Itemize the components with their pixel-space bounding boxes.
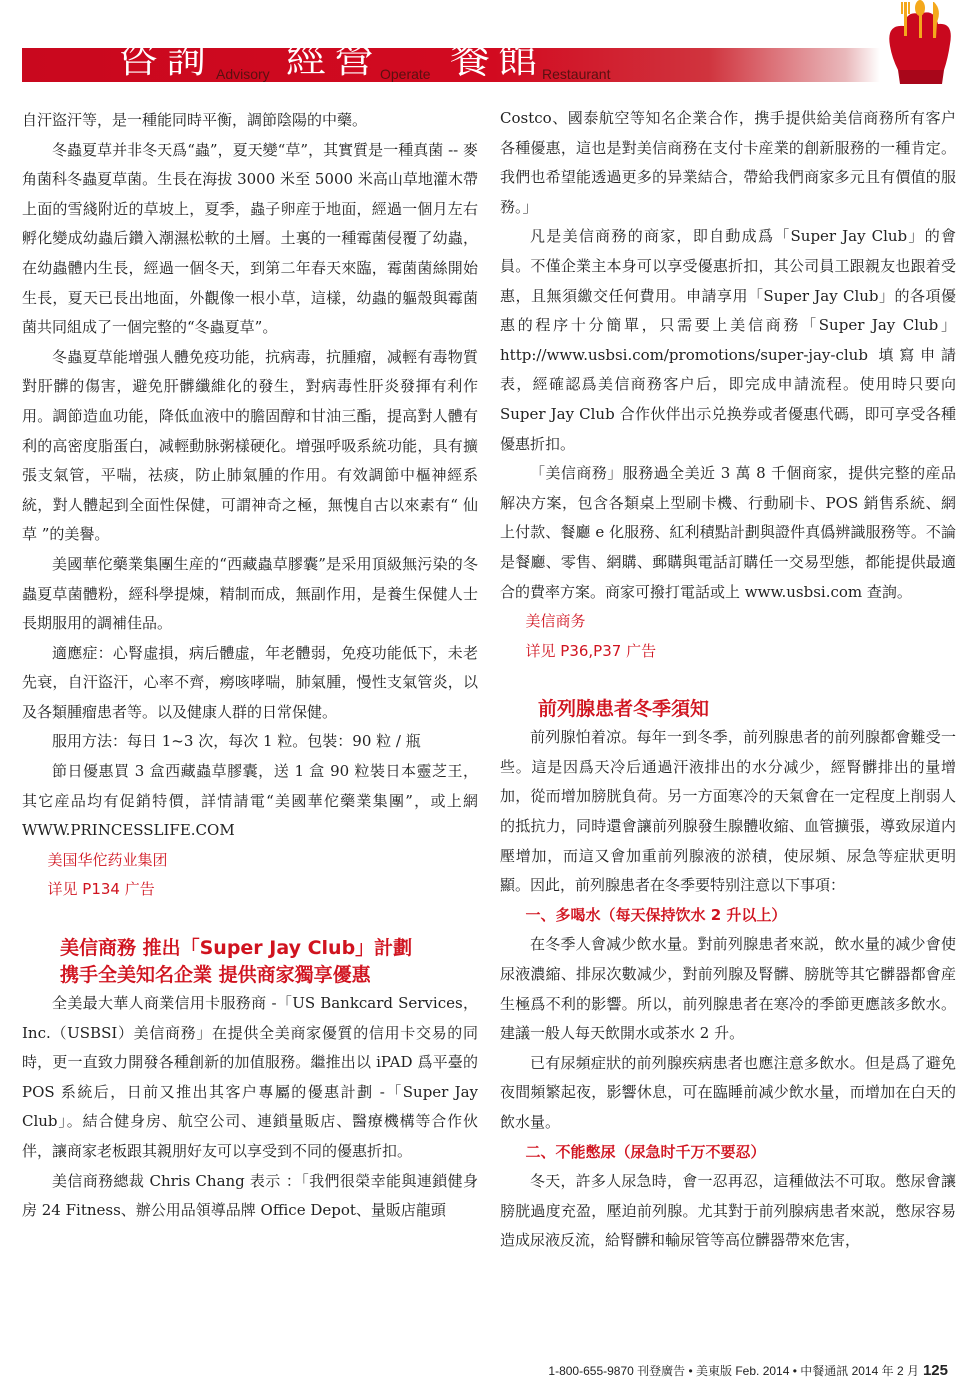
usbsi-paragraph-1: 全美最大華人商業信用卡服務商 -「US Bankcard Services，Inc.（USBSI）美信商務」在提供全美商家優質的信用卡交易的同時，更一直致力開發各種創新的加值服務。繼推出以 iPAD 爲平臺的 POS 系統后，日前又推出其客户專屬的優惠計劃 -「Super Jay Club」。結合健身房、航空公司、連鎖量販店、醫療機構等合作伙伴，讓商家老板跟其親朋好友可以享受到不同的優惠折扣。	[22, 994, 478, 1160]
article-headline-1: 美信商務 推出「Super Jay Club」計劃	[60, 937, 413, 960]
header-restaurant-en: Restaurant	[542, 66, 611, 82]
header-operate-en: Operate	[380, 66, 431, 82]
prostate-paragraph-2: 在冬季人會减少飲水量。對前列腺患者來説，飲水量的减少會使尿液濃縮、排尿次數减少，對前列腺及腎髒、膀胱等其它髒器都會産生極爲不利的影響。所以，前列腺患者在寒冷的季節更應該多飲水。建議一般人每天飲開水或茶水 2 升。	[500, 935, 956, 1043]
cordyceps-indications: 適應症：心腎虛損，病后體虛，年老體弱，免疫功能低下，未老先衰，自汗盜汗，心率不齊，癆咳哮喘，肺氣腫，慢性支氣管炎，以及各類腫瘤患者等。以及健康人群的日常保健。	[22, 643, 478, 721]
cordyceps-paragraph-3: 冬蟲夏草能增强人體免疫功能，抗病毒，抗腫瘤，减輕有毒物質對肝髒的傷害，避免肝髒纖維化的發生，對病毒性肝炎發揮有利作用。調節造血功能，降低血液中的膽固醇和甘油三酯，提高對人體有利的高密度脂蛋白，减輕動脉粥樣硬化。增强呼吸系統功能，具有擴張支氣管，平喘，祛痰，防止肺氣腫的作用。有效調節中樞神經系統，對人體起到全面性保健，可謂神奇之極，無愧自古以來素有“ 仙草 ”的美譽。	[22, 347, 478, 544]
usbsi-paragraph-5: 「美信商務」服務過全美近 3 萬 8 千個商家，提供完整的産品解决方案，包含各類桌上型刷卡機、行動刷卡、POS 銷售系統、網上付款、餐廳 e 化服務、紅利積點計劃與證件真僞辨識服務等。不論是餐廳、零售、網購、郵購與電話訂購任一交易型態，都能提供最適合的費率方案。商家可撥打電話或上 www.usbsi.com 查詢。	[500, 464, 956, 601]
company-name-usbsi: 美信商务	[525, 612, 586, 631]
left-column	[22, 106, 478, 1226]
prostate-subhead-1: 一、多喝水（每天保持饮水 2 升以上）	[525, 905, 787, 924]
page-footer	[548, 1360, 948, 1382]
prostate-paragraph-3: 已有尿頻症狀的前列腺疾病患者也應注意多飲水。但是爲了避免夜間頻繁起夜，影響休息，可在臨睡前减少飲水量，而增加在白天的飲水量。	[500, 1053, 956, 1131]
cordyceps-dosage: 服用方法：每日 1~3 次，每次 1 粒。包裝：90 粒 / 瓶	[52, 732, 421, 751]
prostate-paragraph-4: 冬天，許多人尿急時，會一忍再忍，這種做法不可取。憋尿會讓膀胱過度充盈，壓迫前列腺。尤其對于前列腺病患者來説，憋尿容易造成尿液反流，給腎髒和輸尿管等高位髒器帶來危害，	[500, 1172, 956, 1250]
header-restaurant-cn: 餐館	[450, 36, 546, 82]
prostate-paragraph-1: 前列腺怕着凉。每年一到冬季，前列腺患者的前列腺都會難受一些。這是因爲天冷后通過汗液排出的水分减少，經腎髒排出的量增加，從而增加膀胱負荷。另一方面寒冷的天氣會在一定程度上削弱人的抵抗力，同時還會讓前列腺發生腺體收縮、血管擴張，導致尿道内壓增加，而這又會加重前列腺液的淤積，使尿頻、尿急等症狀更明顯。因此，前列腺患者在冬季要特别注意以下事項：	[500, 728, 956, 895]
prostate-subhead-2: 二、不能憋尿（尿急时千万不要忍）	[525, 1142, 766, 1161]
header-advisory-en: Advisory	[216, 66, 270, 82]
cordyceps-paragraph-4: 美國華佗藥業集團生産的“西藏蟲草膠囊”是采用頂級無污染的冬蟲夏草菌體粉，經科學提煉，精制而成，無副作用，是養生保健人士長期服用的調補佳品。	[22, 554, 478, 633]
ad-reference-p36-p37: 详见 P36,P37 广告	[525, 641, 657, 660]
cordyceps-paragraph-2: 冬蟲夏草并非冬天爲“蟲”，夏天變“草”，其實質是一種真菌 -- 麥角菌科冬蟲夏草菌。生長在海拔 3000 米至 5000 米高山草地灌木帶上面的雪綫附近的草坡上，夏季，蟲子卵産于地面，經過一個月左右孵化變成幼蟲后鑽入潮濕松軟的土層。土裏的一種霉菌侵覆了幼蟲，在幼蟲體内生長，經過一個冬天，到第二年春天來臨，霉菌菌絲開始生長，夏天已長出地面，外觀像一根小草，這樣，幼蟲的軀殼與霉菌菌共同組成了一個完整的“冬蟲夏草”。	[22, 140, 478, 337]
usbsi-paragraph-4: 凡是美信商務的商家，即自動成爲「Super Jay Club」的會員。不僅企業主本身可以享受優惠折扣，其公司員工跟親友也跟着受惠，且無須繳交任何費用。申請享用「Super Jay Club」的各項優惠的程序十分簡單，只需要上美信商務「Super Jay Club」http://www.usbsi.com/promotions/super-jay-club 填寫申請表，經確認爲美信商務客户后，即完成申請流程。使用時只要向 Super Jay Club 合作伙伴出示兑换券或者優惠代碼，即可享受各種優惠折扣。	[500, 227, 956, 453]
company-name-huatuo: 美国华佗药业集团	[47, 850, 168, 869]
ad-reference-p134: 详见 P134 广告	[47, 880, 155, 899]
prostate-article-headline: 前列腺患者冬季須知	[538, 698, 710, 721]
header-advisory-cn: 咨詢	[118, 36, 214, 82]
usbsi-paragraph-3: Costco、國泰航空等知名企業合作，携手提供給美信商務所有客户各種優惠，這也是對美信商務在支付卡産業的創新服務的一種肯定。我們也希望能透過更多的异業結合，帶給我們商家多元且有價值的服務。」	[500, 109, 956, 216]
cordyceps-paragraph-1: 自汗盜汗等，是一種能同時平衡，調節陰陽的中藥。	[22, 111, 368, 129]
footer-text: 1-800-655-9870 刊登廣告 • 美東版 Feb. 2014 • 中餐通訊 2014 年 2 月	[548, 1364, 919, 1378]
cordyceps-promotion: 節日優惠買 3 盒西藏蟲草膠囊，送 1 盒 90 粒裝日本靈芝王，其它産品均有促銷特價，詳情請電“美國華佗藥業集團”，或上網 WWW.PRINCESSLIFE.COM	[22, 762, 478, 840]
right-column	[500, 104, 956, 1256]
page-header	[0, 0, 956, 92]
page-number: 125	[922, 1362, 948, 1379]
header-operate-cn: 經營	[286, 36, 382, 82]
chef-hat-cutlery-icon	[884, 0, 956, 88]
article-headline-2: 携手全美知名企業 提供商家獨享優惠	[60, 964, 371, 987]
usbsi-paragraph-2: 美信商務總裁 Chris Chang 表示 ：「我們很榮幸能與連鎖健身房 24 Fitness、辦公用品領導品牌 Office Depot、量販店龍頭	[22, 1171, 478, 1220]
